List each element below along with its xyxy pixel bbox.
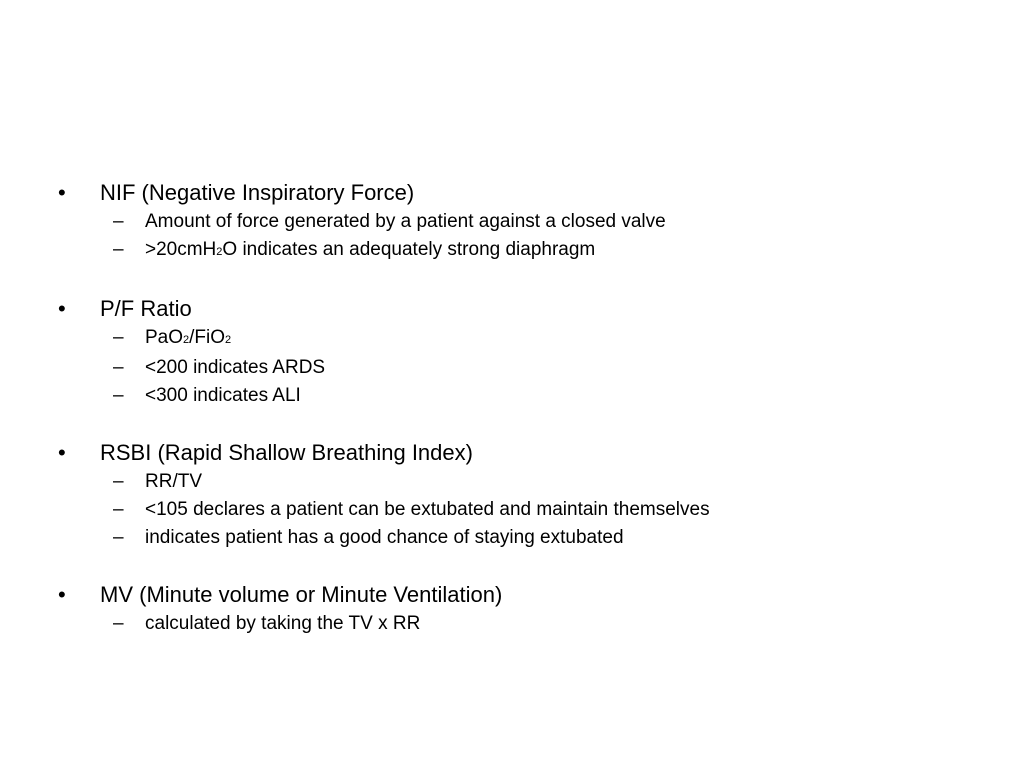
sub-item (113, 324, 998, 354)
bullet-row (58, 580, 998, 610)
bullet-row (58, 438, 998, 468)
sub-item (113, 208, 998, 236)
sub-item-text: Amount of force generated by a patient against a closed valve (145, 211, 666, 232)
sub-list (58, 468, 998, 552)
sub-marker: – (113, 385, 124, 406)
bullet-label: NIF (Negative Inspiratory Force) (100, 180, 415, 205)
sub-item (113, 496, 998, 524)
bullet-marker: • (58, 582, 66, 607)
sub-item-text: calculated by taking the TV x RR (145, 613, 421, 634)
sub-item-text: RR/TV (145, 471, 202, 492)
bullet-row (58, 294, 998, 324)
bullet-marker: • (58, 180, 66, 205)
sub-item (113, 382, 998, 410)
bullet-list (58, 178, 998, 666)
sub-item (113, 236, 998, 266)
sub-marker: – (113, 357, 124, 378)
sub-item (113, 610, 998, 638)
sub-item-text: PaO2/FiO2 (145, 327, 232, 348)
sub-item (113, 524, 998, 552)
sub-marker: – (113, 211, 124, 232)
bullet-marker: • (58, 440, 66, 465)
bullet-item-pf-ratio (58, 294, 998, 410)
bullet-item-mv (58, 580, 998, 638)
bullet-label: P/F Ratio (100, 296, 192, 321)
sub-list (58, 324, 998, 410)
bullet-marker: • (58, 296, 66, 321)
bullet-item-rsbi (58, 438, 998, 552)
sub-item-text: <300 indicates ALI (145, 385, 301, 406)
sub-marker: – (113, 471, 124, 492)
bullet-label: MV (Minute volume or Minute Ventilation) (100, 582, 503, 607)
sub-marker: – (113, 527, 124, 548)
sub-item-text: >20cmH2O indicates an adequately strong diaphragm (145, 239, 596, 260)
bullet-label: RSBI (Rapid Shallow Breathing Index) (100, 440, 473, 465)
sub-marker: – (113, 499, 124, 520)
sub-item (113, 354, 998, 382)
sub-list (58, 208, 998, 266)
sub-list (58, 610, 998, 638)
bullet-item-nif (58, 178, 998, 266)
sub-item-text: <200 indicates ARDS (145, 357, 326, 378)
sub-marker: – (113, 613, 124, 634)
sub-marker: – (113, 239, 124, 260)
sub-item-text: indicates patient has a good chance of staying extubated (145, 527, 624, 548)
sub-item (113, 468, 998, 496)
sub-marker: – (113, 327, 124, 348)
sub-item-text: <105 declares a patient can be extubated and maintain themselves (145, 499, 710, 520)
bullet-row (58, 178, 998, 208)
